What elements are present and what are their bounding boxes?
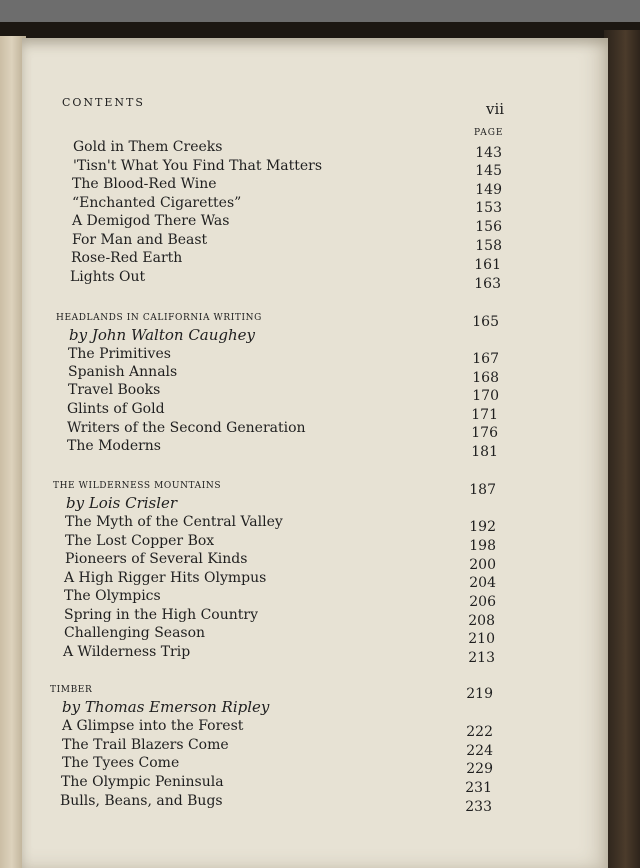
toc-entry-page: 213: [468, 650, 495, 666]
toc-entry-page: 171: [471, 407, 498, 423]
running-header-title: CONTENTS: [62, 96, 145, 109]
toc-entry-page: 176: [471, 425, 498, 441]
toc-entry-title: The Olympics: [64, 588, 161, 604]
section-author: by Lois Crisler: [66, 494, 178, 512]
toc-entry-title: The Moderns: [67, 438, 161, 454]
toc-entry-title: Pioneers of Several Kinds: [65, 551, 248, 567]
toc-entry-page: 231: [465, 780, 492, 796]
toc-entry-title: The Tyees Come: [62, 755, 180, 771]
running-header-page-number: vii: [486, 100, 505, 118]
toc-entry-title: Lights Out: [70, 269, 146, 285]
toc-entry-page: 200: [469, 557, 496, 573]
toc-entry-page: 229: [466, 761, 493, 777]
toc-entry-title: Glints of Gold: [67, 401, 165, 417]
toc-entry-title: Writers of the Second Generation: [67, 420, 306, 436]
toc-entry-page: 143: [475, 145, 502, 161]
toc-entry-page: 210: [468, 631, 495, 647]
toc-entry-page: 181: [471, 444, 498, 460]
toc-entry-title: Rose-Red Earth: [71, 250, 183, 266]
book-cover-edge: [604, 30, 640, 868]
toc-entry-page: 158: [475, 238, 502, 254]
toc-entry-page: 156: [475, 219, 502, 235]
toc-entry-title: The Blood-Red Wine: [72, 176, 217, 192]
toc-entry-title: A Glimpse into the Forest: [62, 718, 244, 734]
toc-entry-title: A High Rigger Hits Olympus: [64, 570, 267, 586]
toc-entry-page: 153: [475, 200, 502, 216]
toc-entry-title: The Olympic Peninsula: [61, 774, 224, 790]
toc-entry-title: The Primitives: [68, 346, 171, 362]
page-column-label: PAGE: [474, 128, 504, 138]
section-heading: TIMBER: [50, 685, 93, 695]
toc-entry-page: 161: [474, 257, 501, 273]
toc-entry-page: 192: [469, 519, 496, 535]
background-strip: [0, 0, 640, 22]
toc-entry-page: 208: [468, 613, 495, 629]
toc-entry-title: 'Tisn't What You Find That Matters: [73, 158, 323, 174]
toc-entry-title: The Myth of the Central Valley: [65, 514, 283, 530]
toc-entry-page: 170: [472, 388, 499, 404]
toc-entry-title: The Trail Blazers Come: [62, 737, 229, 753]
toc-entry-title: A Demigod There Was: [72, 213, 230, 229]
toc-entry-title: “Enchanted Cigarettes”: [72, 195, 242, 211]
toc-entry-title: A Wilderness Trip: [63, 644, 191, 660]
toc-entry-title: Gold in Them Creeks: [73, 139, 223, 155]
section-heading: THE WILDERNESS MOUNTAINS: [53, 481, 222, 491]
toc-entry-page: 233: [465, 799, 492, 815]
toc-entry-page: 145: [475, 163, 502, 179]
toc-entry-page: 163: [474, 276, 501, 292]
toc-entry-page: 206: [469, 594, 496, 610]
toc-entry-title: Travel Books: [68, 382, 161, 398]
toc-entry-title: Spring in the High Country: [64, 607, 258, 623]
section-page: 165: [472, 314, 499, 330]
toc-entry-page: 149: [475, 182, 502, 198]
section-page: 187: [469, 482, 496, 498]
section-page: 219: [466, 686, 493, 702]
toc-entry-page: 167: [472, 351, 499, 367]
toc-entry-page: 224: [466, 743, 493, 759]
section-heading: HEADLANDS IN CALIFORNIA WRITING: [56, 313, 262, 323]
toc-entry-title: The Lost Copper Box: [65, 533, 215, 549]
toc-entry-title: Spanish Annals: [68, 364, 178, 380]
toc-entry-title: For Man and Beast: [72, 232, 208, 248]
section-author: by John Walton Caughey: [69, 326, 256, 344]
toc-entry-title: Bulls, Beans, and Bugs: [60, 793, 223, 809]
toc-entry-page: 204: [469, 575, 496, 591]
toc-entry-title: Challenging Season: [64, 625, 206, 641]
section-author: by Thomas Emerson Ripley: [62, 698, 270, 716]
toc-entry-page: 198: [469, 538, 496, 554]
toc-entry-page: 222: [466, 724, 493, 740]
toc-entry-page: 168: [472, 370, 499, 386]
